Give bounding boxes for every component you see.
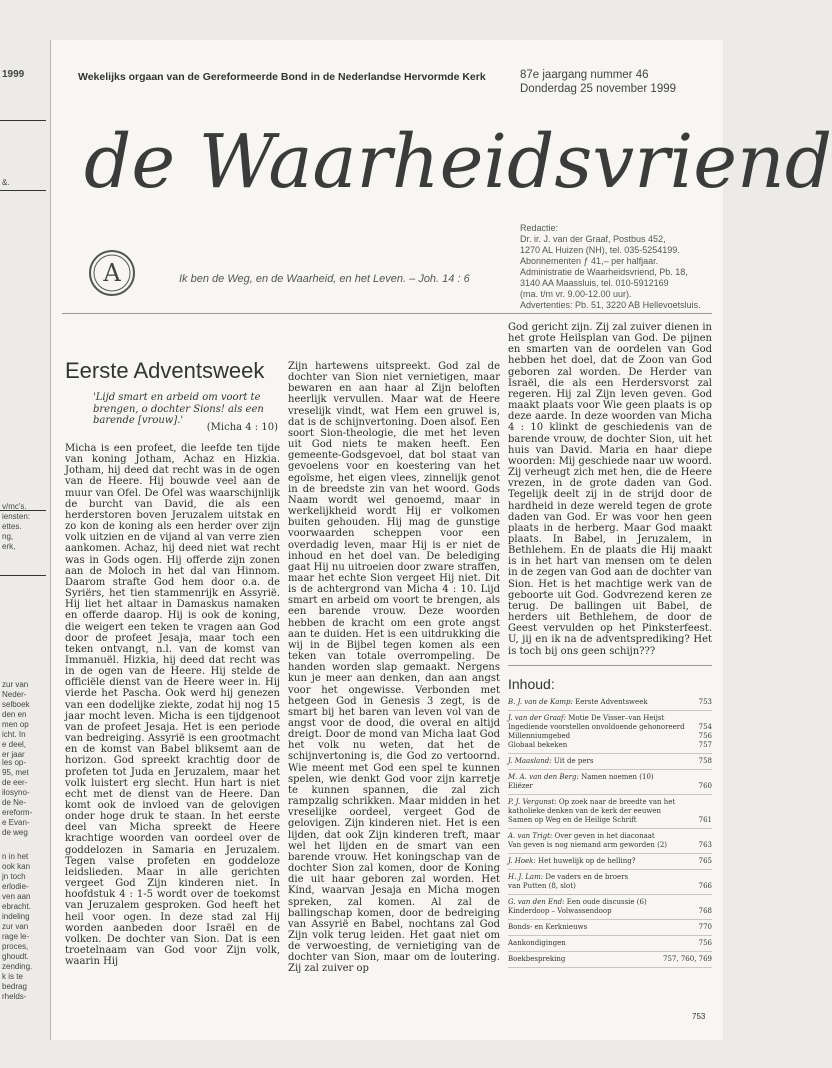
contents-heading: Inhoud: [508,676,555,692]
edge-fragment: ereform- [2,808,33,817]
edge-fragment: rage le- [2,932,30,941]
publication-title: de Waarheidsvriend [84,119,832,205]
contents-line [508,882,712,891]
editorial-line: Abonnementen ƒ 41,– per halfjaar. [520,256,659,266]
edge-fragment: ettes. [2,522,22,531]
contents-line [508,798,712,807]
contents-entry [508,795,712,829]
contents-entry [508,695,712,711]
edge-fragment: de Ne- [2,798,27,807]
contents-entry [508,870,712,895]
contents-title: Het huwelijk op de helling? [538,857,636,865]
contents-line-text [508,698,648,707]
contents-page: 753 [698,698,712,706]
contents-title: Eliëzer [508,782,533,790]
edge-fragment: e Evan- [2,818,30,827]
logo-letter: A [103,259,121,287]
contents-page: 760 [698,782,712,790]
contents-title: Kinderdoop – Volwassendoop [508,907,612,915]
contents-line [508,773,712,782]
editorial-line: Redactie: [520,223,559,233]
edge-fragment: men op [2,720,29,729]
edge-fragment: k is te [2,972,23,981]
column-text: God gericht zijn. Zij zal zuiver dienen in het grote Heilsplan van God. De pijnen en smarten van de oordelen van God hebben het doel, dat de Zoon van God geboren zal worden. De Herder van Israël, die als een Herdersvorst zal regeren. Hij zal Zijn leven geven. God maakt plaats voor Wie geen plaats is op deze aarde. In deze woorden van Micha 4 : 10 klinkt de geschiedenis van de barende vrouw, de dochter Sion, uit het huis van David. Maria en haar diepe woorden: Mij geschiede naar uw woord. Zij verheugt zich met hen, die de Heere vrezen, in de grote daden van God. Tegelijk deelt zij in de strijd door de hardheid in deze wereld tegen de grote daden van God. Er was voor hen geen plaats in de herberg. Maar God maakt plaats. In Babel, in Jeruzalem, in Bethlehem. En de plaats die Hij maakt is in het hart van mensen om te delen in de zegen van God aan de dochter van Sion. Het is het machtige werk van de geboorte uit God. Godvrezend keren ze terug. De ballingen uit Babel, de herders uit Bethlehem, de door de Geest vervulden op het Pinksterfeest. U, jij en ik na de adventsprediking? Het is toch bij ons geen schijn??? [508,322,712,657]
contents-title: Millenniumgebed [508,732,571,740]
contents-line-text [508,816,637,825]
edge-fragment: erk, [2,542,16,551]
issue-date: Donderdag 25 november 1999 [520,83,677,95]
article-column-1 [65,443,280,1013]
column-text: Micha is een profeet, die leefde ten tijde van koning Jotham, Achaz en Hizkia. Jotham, hij deed dat recht was in de ogen van de Heere. Hij bouwde veel aan de muur van Ofel. De Ofel was waarschijnlijk de burcht van David, die als een herderstoren boven Jeruzalem uitstak en zo kon de koning als een herder over zijn volk uitzien en de vijand al van verre zien aankomen. Achaz, hij deed niet wat recht was in Gods ogen. Hij offerde zijn zonen aan de Moloch in het dal van Hinnom. Daarom strafte God hem door o.a. de Syriërs, het tien stammenrijk en Assyrië. Hij liet het altaar in Damaskus namaken en offerde daarop. Hij is ook de koning, die weigert een teken te vragen aan God door de profeet Jesaja, maar toch een teken ontvangt, n.l. van de komst van Immanuël. Hizkia, hij deed dat recht was in de ogen van de Heere. Hij stelde de officiële dienst van de Heere weer in. Hij vierde het Pascha. Ook werd hij genezen van een dodelijke ziekte, zodat hij nog 15 jaar mocht leven. Micha is een tijdgenoot van de profeet Jesaja. Het is een periode van bedreiging. Assyrië is een grootmacht en de komst van Babel bliksemt aan de horizon. God spreekt krachtig door de profeten tot Juda en Jeruzalem, maar het volk luistert erg slecht. Hun hart is niet echt met de dienst van de Heere. Dan komt ook de invloed van de gelovigen onder hoge druk te staan. In het eerste deel van Micha spreekt de Heere krachtige woorden van oordeel over de goddelozen in Samaria en Jeruzalem. Tegen valse profeten en goddeloze leidslieden. Maar in alle gerichten vergeet God Zijn kinderen niet. In hoofdstuk 4 : 1-5 wordt over de toekomst van Jeruzalem gesproken. God heeft het heil voor ogen. In deze stad zal Hij worden aanbeden door Israël en de volken. De dochter van Sion. Dat is een troetelnaam van God voor Zijn volk, waarin Hij [65,443,280,968]
contents-line [508,782,712,791]
edge-fragment: ghoudt. [2,952,29,961]
edge-fragment: proces, [2,942,29,951]
contents-title: Namen noemen (10) [581,773,654,781]
contents-entry [508,711,712,754]
masthead-divider [62,313,712,314]
contents-line [508,723,712,732]
editorial-info [520,223,701,311]
contents-author: A. van Trigt: [508,832,553,840]
contents-line-text [508,773,654,782]
contents-line [508,873,712,882]
quote-source: (Micha 4 : 10) [206,422,278,433]
contents-line-text [508,857,635,866]
contents-line-text [508,807,661,816]
contents-entry [508,895,712,920]
contents-line [508,698,712,707]
edge-divider [0,575,46,576]
contents-line [508,816,712,825]
contents-author: H. J. Lam: [508,873,544,881]
contents-page: 756 [698,732,712,740]
issue-volume: 87e jaargang nummer 46 [520,69,649,81]
contents-page: 761 [698,816,712,824]
contents-line-text [508,939,566,948]
contents-title: katholieke denken van de kerk der eeuwen [508,807,661,815]
edge-fragment: bedrag [2,982,27,991]
edge-fragment: 95, met [2,768,29,777]
contents-line [508,907,712,916]
contents-page: 754 [698,723,712,731]
article-column-2 [288,361,500,1013]
column-text: Zijn hartewens uitspreekt. God zal de dochter van Sion niet vernietigen, maar bewaren en aan haar al Zijn beloften heerlijk vervullen. Maar wat de Heere vreselijk vindt, wat Hem een gruwel is, dat is de schijnvertoning. Doen alsof. Een soort Sion-theologie, die met het leven uit God niets te maken heeft. Een gemeente-Godsgevoel, dat bol staat van gevoelens voor en koestering van het egoïsme, het eigen vlees, zinnelijk genot in de breedste zin van het woord. Gods Naam wordt wel genoemd, maar in werkelijkheid wordt Hij er volkomen buiten gehouden. Hij mag de gunstige voorwaarden scheppen voor een overdadig leven, maar Hij is er niet de inhoud en het doel van. De belediging gaat Hij nu uitroeien door zware straffen, maar het echte Sion vergeet Hij niet. Dit is de achtergrond van Micha 4 : 10. Lijd smart en arbeid om voort te brengen, als een barende vrouw. Deze woorden hebben de kracht om een grote angst aan te duiden. Het is een uitdrukking die wij in de Bijbel tegen komen als een teken van totale overrompeling. De handen worden slap gemaakt. Nergens kun je meer aan denken, dan aan angst voor het ongewisse. Verbonden met hetgeen God in Genesis 3 zegt, is de smart bij het baren van leven vol van de angst voor de dood, die overal en altijd dreigt. Door de mond van Micha laat God het volk nu weten, dat het de schijnvertoning is, die God zo vertoornd. Wie meent met God een spel te kunnen spelen, wie denkt God voor zijn karretje te kunnen spannen, die zal zich rampzalig schrikken. Maar midden in het vreselijke oordeel, vergeet God de gelovigen. Zijn kinderen niet. Het is een lijden, dat ook Zijn kinderen treft, maar wel het lijden en de smart van een barende vrouw. Het koningschap van de dochter Sion zal komen, door de Koning die uit haar geboren zal worden. Het Kind, waarvan Jesaja en Micha mogen spreken, zal komen. Al zal de ballingschap komen, door de bedreiging van Assyrië en Babel, nochtans zal God Zijn volk terug leiden. Het gaat niet om de verwoesting, de vernietiging van de dochter van Sion, maar om de loutering. Zij zal zuiver op [288,361,500,975]
edge-fragment: les op- [2,758,27,767]
contents-line-text [508,955,565,964]
contents-page: 765 [698,857,712,865]
article-column-3 [508,322,712,658]
contents-entry [508,920,712,936]
contents-line-text [508,873,628,882]
contents-line-text [508,841,667,850]
contents-entry [508,829,712,854]
contents-author: M. A. van den Berg: [508,773,579,781]
contents-line-text [508,882,576,891]
contents-line [508,807,712,816]
contents-line-text [508,714,664,723]
contents-line-text [508,782,533,791]
contents-author: J. Hoek: [508,857,536,865]
edge-fragment: zending. [2,962,33,971]
contents-line [508,955,712,964]
contents-line [508,939,712,948]
contents-line-text [508,732,570,741]
editorial-line: 3140 AA Maassluis, tel. 010-5912169 [520,278,669,288]
adjacent-page-edge [0,40,46,1020]
contents-line-text [508,757,593,766]
edge-divider [0,190,46,191]
article-heading: Eerste Adventsweek [65,358,265,383]
contents-line [508,857,712,866]
contents-line-text [508,832,655,841]
edge-fragment: ebracht. [2,902,31,911]
tagline: Wekelijks orgaan van de Gereformeerde Bond in de Nederlandse Hervormde Kerk [78,71,486,83]
contents-page: 770 [698,923,712,931]
edge-fragment: iensten: [2,512,31,521]
logo-icon [87,248,137,298]
contents-title: Ingediende voorstellen onvoldoende gehonoreerd [508,723,685,731]
editorial-line: 1270 AL Huizen (NH), tel. 035-5254199. [520,245,680,255]
edge-fragment: de eer- [2,778,28,787]
contents-title: Aankondigingen [508,939,566,947]
contents-line [508,741,712,750]
edge-fragment: &. [2,178,10,187]
edge-fragment: v/mc's. [2,502,27,511]
contents-title: Motie De Visser–van Heijst [568,714,665,722]
editorial-line: (ma. t/m vr. 9.00-12.00 uur). [520,289,632,299]
motto: Ik ben de Weg, en de Waarheid, en het Leven. – Joh. 14 : 6 [179,273,470,285]
contents-page: 763 [698,841,712,849]
contents-line-text [508,898,647,907]
edge-divider [0,120,46,121]
contents-list [508,695,712,968]
contents-line-text [508,723,685,732]
edge-fragment: ven aan [2,892,31,901]
edge-fragment: ilosyno- [2,788,30,797]
contents-title: Globaal bekeken [508,741,568,749]
contents-title: Uit de pers [553,757,594,765]
contents-line [508,898,712,907]
contents-title: Samen op Weg en de Heilige Schrift [508,816,637,824]
edge-fragment: er jaar [2,750,25,759]
contents-title: Van geven is nog niemand arm geworden (2) [508,841,668,849]
article-quote: 'Lijd smart en arbeid om voort te brengen, o dochter Sions! als een barende [vrouw].' [93,392,264,426]
editorial-line: Advertenties: Pb. 51, 3220 AB Hellevoetsluis. [520,300,701,310]
contents-author: J. van der Graaf: [508,714,567,722]
contents-page: 756 [698,939,712,947]
contents-title: Boekbespreking [508,955,566,963]
edge-fragment: e deel, [2,740,27,749]
contents-line [508,832,712,841]
contents-title: Over geven in het diaconaat [554,832,655,840]
edge-fragment: de weg [2,828,28,837]
contents-title: Een oude discussie (6) [566,898,647,906]
page-number: 753 [692,1012,706,1021]
contents-title: De vaders en de broers [545,873,629,881]
contents-page: 766 [698,882,712,890]
contents-line [508,714,712,723]
edge-date: 1999 [2,69,25,80]
edge-fragment: icht. In [2,730,26,739]
contents-author: G. van den End: [508,898,565,906]
contents-line [508,732,712,741]
contents-title: Op zoek naar de breedte van het [558,798,676,806]
edge-fragment: zur van [2,922,29,931]
contents-title: Eerste Adventsweek [575,698,648,706]
contents-entry [508,936,712,952]
edge-fragment: rhelds- [2,992,27,1001]
edge-fragment: selboek [2,700,30,709]
contents-line-text [508,741,567,750]
contents-line [508,841,712,850]
edge-fragment: indeling [2,912,30,921]
edge-fragment: n in het [2,852,29,861]
contents-line-text [508,907,612,916]
contents-line-text [508,923,587,932]
contents-page: 768 [698,907,712,915]
contents-entry [508,770,712,795]
edge-fragment: den en [2,710,27,719]
edge-fragment: erlodie- [2,882,29,891]
editorial-line: Administratie de Waarheidsvriend, Pb. 18, [520,267,688,277]
issue-info [520,68,676,96]
contents-page: 758 [698,757,712,765]
contents-line [508,923,712,932]
contents-author: J. Maasland: [508,757,552,765]
edge-fragment: zur van [2,680,29,689]
contents-title: van Putten (8, slot) [508,882,576,890]
editorial-line: Dr. ir. J. van der Graaf, Postbus 452, [520,234,666,244]
edge-fragment: ng, [2,532,14,541]
contents-line [508,757,712,766]
contents-entry [508,854,712,870]
contents-title: Bonds- en Kerknieuws [508,923,588,931]
contents-entry [508,754,712,770]
contents-line-text [508,798,675,807]
edge-fragment: jn toch [2,872,26,881]
contents-entry [508,952,712,968]
edge-fragment: ook kan [2,862,31,871]
contents-author: B. J. van de Kamp: [508,698,573,706]
contents-page: 757, 760, 769 [663,955,712,963]
contents-page: 757 [698,741,712,749]
edge-fragment: Neder- [2,690,27,699]
contents-author: P. J. Vergunst: [508,798,557,806]
contents-divider [508,665,712,666]
